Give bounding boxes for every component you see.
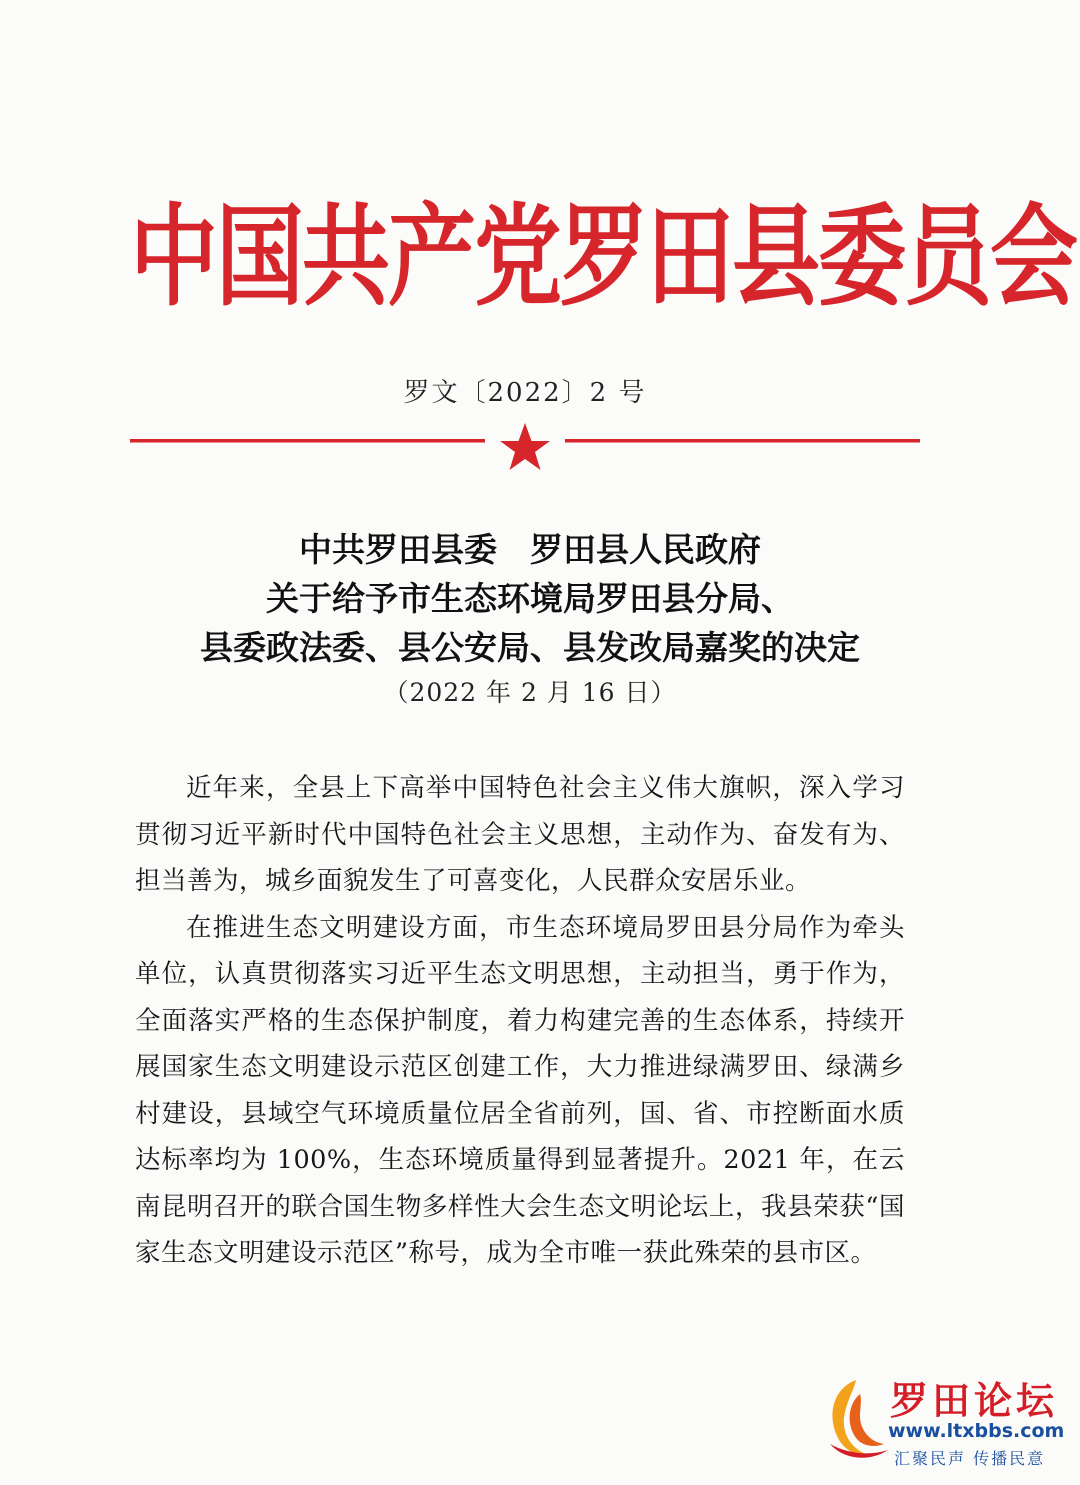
forum-url: www.ltxbbs.com — [888, 1420, 1065, 1442]
body-text — [135, 765, 905, 1277]
forum-name: 罗田论坛 — [890, 1379, 1059, 1423]
document-title — [100, 525, 960, 712]
divider-line-left — [130, 439, 485, 443]
title-date: （2022 年 2 月 16 日） — [383, 678, 677, 707]
title-line-1: 中共罗田县委 罗田县人民政府 — [299, 530, 761, 569]
paragraph: 在推进生态文明建设方面，市生态环境局罗田县分局作为牵头单位，认真贯彻落实习近平生态文明思想，主动担当，勇于作为，全面落实严格的生态保护制度，着力构建完善的生态体系，持续开展国家生态文明建设示范区创建工作，大力推进绿满罗田、绿满乡村建设，县域空气环境质量位居全省前列，国、省、市控断面水质达标率均为 100%，生态环境质量得到显著提升。2021 年，在云南昆明召开的联合国生物多样性大会生态文明论坛上，我县荣获“国家生态文明建设示范区”称号，成为全市唯一获此殊荣的县市区。 — [135, 912, 905, 1268]
document-number: 罗文〔2022〕2 号 — [403, 378, 647, 408]
forum-logo-icon — [820, 1374, 892, 1462]
title-line-2: 关于给予市生态环境局罗田县分局、 — [266, 579, 794, 618]
divider-line-right — [565, 439, 920, 443]
forum-watermark — [820, 1370, 1065, 1470]
star-icon — [500, 423, 550, 470]
masthead-title: 中国共产党罗田县委员会 — [130, 192, 1077, 322]
paragraph: 近年来，全县上下高举中国特色社会主义伟大旗帜，深入学习贯彻习近平新时代中国特色社会主义思想，主动作为、奋发有为、担当善为，城乡面貌发生了可喜变化，人民群众安居乐业。 — [135, 773, 905, 896]
title-line-3: 县委政法委、县公安局、县发改局嘉奖的决定 — [200, 628, 860, 667]
forum-slogan: 汇聚民声 传播民意 — [894, 1449, 1046, 1468]
red-divider — [130, 420, 920, 470]
